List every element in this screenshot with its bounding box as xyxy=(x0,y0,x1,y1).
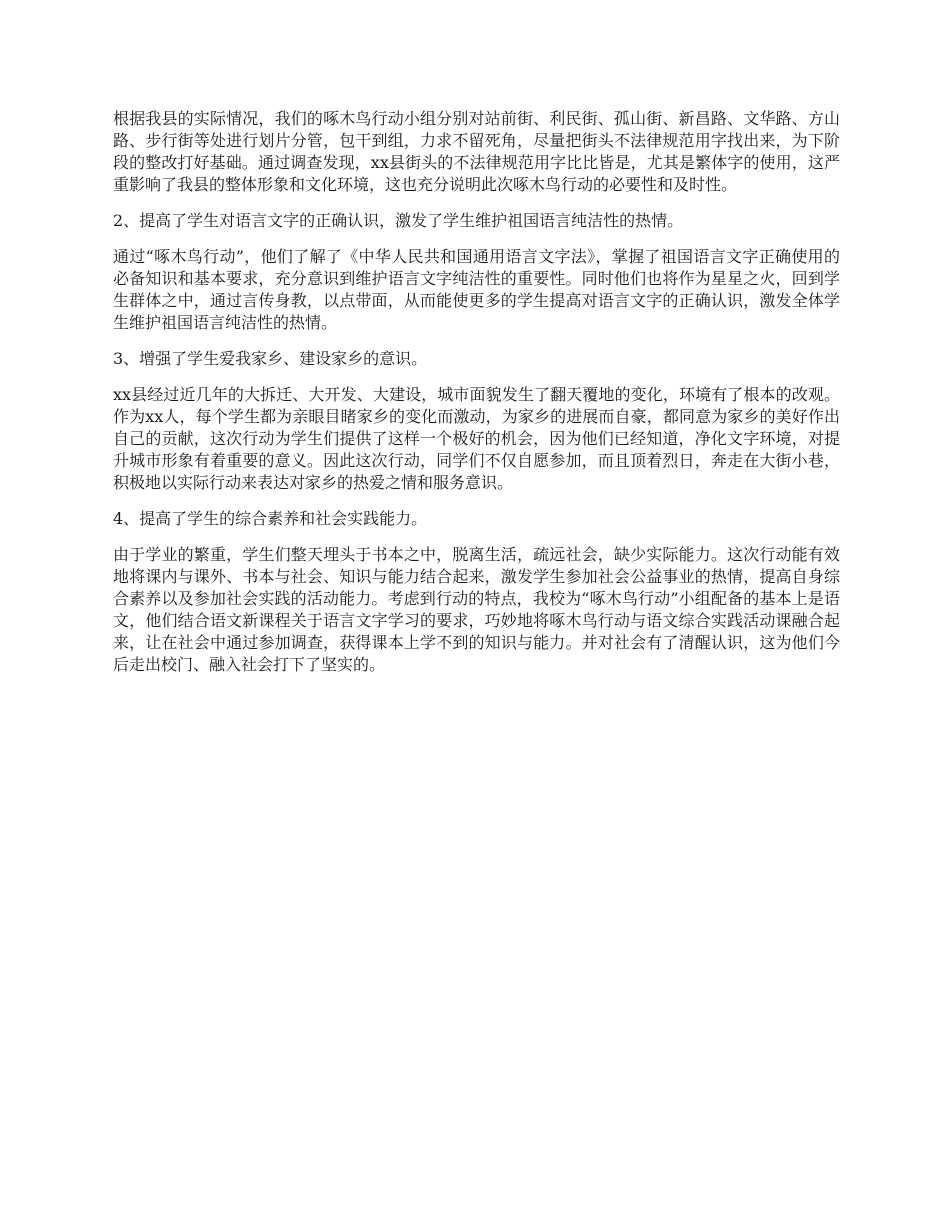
heading-point-4: 4、提高了学生的综合素养和社会实践能力。 xyxy=(113,509,428,528)
paragraph-survey-findings: 根据我县的实际情况，我们的啄木鸟行动小组分别对站前街、利民街、孤山街、新昌路、文华路、方山路、步行街等处进行划片分管，包干到组，力求不留死角，尽量把街头不法律规范用字找出来，为下阶段的整改打好基础。通过调查发现，xx县街头的不法律规范用字比比皆是，尤其是繁体字的使用，这严重影响了我县的整体形象和文化环境，这也充分说明此次啄木鸟行动的必要性和及时性。 xyxy=(113,109,840,194)
heading-point-3: 3、增强了学生爱我家乡、建设家乡的意识。 xyxy=(113,349,428,368)
document-body xyxy=(113,108,840,690)
paragraph-practice-ability: 由于学业的繁重，学生们整天埋头于书本之中，脱离生活，疏远社会，缺少实际能力。这次行动能有效地将课内与课外、书本与社会、知识与能力结合起来，激发学生参加社会公益事业的热情，提高自身综合素养以及参加社会实践的活动能力。考虑到行动的特点，我校为“啄木鸟行动”小组配备的基本上是语文，他们结合语文新课程关于语言文字学习的要求，巧妙地将啄木鸟行动与语文综合实践活动课融合起来，让在社会中通过参加调查，获得课本上学不到的知识与能力。并对社会有了清醒认识，这为他们今后走出校门、融入社会打下了坚实的。 xyxy=(113,545,840,674)
paragraph-language-awareness: 通过“啄木鸟行动”，他们了解了《中华人民共和国通用语言文字法》，掌握了祖国语言文字正确使用的必备知识和基本要求，充分意识到维护语言文字纯洁性的重要性。同时他们也将作为星星之火，回到学生群体之中，通过言传身教，以点带面，从而能使更多的学生提高对语言文字的正确认识，激发全体学生维护祖国语言纯洁性的热情。 xyxy=(113,247,840,332)
paragraph-hometown-awareness: xx县经过近几年的大拆迁、大开发、大建设，城市面貌发生了翻天覆地的变化，环境有了根本的改观。作为xx人，每个学生都为亲眼目睹家乡的变化而激动，为家乡的进展而自豪，都同意为家乡的美好作出自己的贡献，这次行动为学生们提供了这样一个极好的机会，因为他们已经知道，净化文字环境，对提升城市形象有着重要的意义。因此这次行动，同学们不仅自愿参加，而且顶着烈日，奔走在大街小巷，积极地以实际行动来表达对家乡的热爱之情和服务意识。 xyxy=(113,385,840,492)
heading-point-2: 2、提高了学生对语言文字的正确认识，激发了学生维护祖国语言纯洁性的热情。 xyxy=(113,211,684,230)
